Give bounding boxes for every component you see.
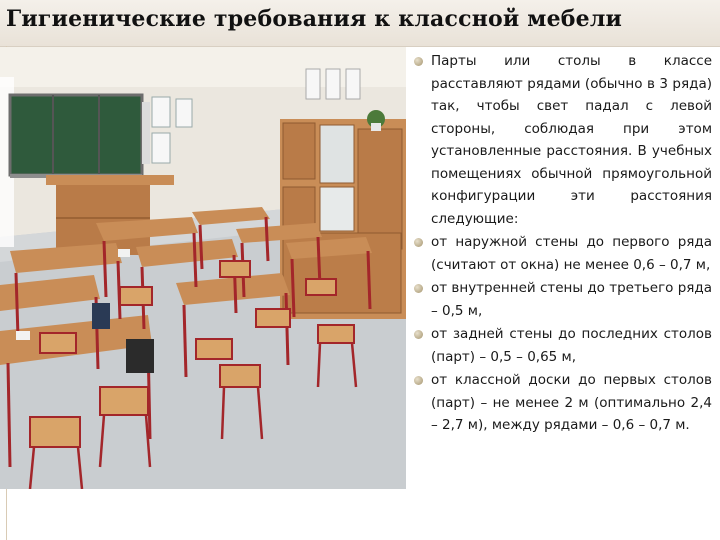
bullet-text: от наружной стены до первого ряда (считают от окна) не менее 0,6 – 0,7 м,: [431, 234, 712, 273]
bullet-text: от внутренней стены до третьего ряда – 0,5 м,: [431, 280, 713, 319]
classroom-photo: [0, 47, 406, 489]
bullet-content: [414, 50, 712, 438]
bullet-item: [414, 231, 712, 276]
bullet-icon: [414, 330, 423, 339]
bullet-text: от задней стены до последних столов (парт) – 0,5 – 0,65 м,: [431, 326, 712, 365]
title-bar: [0, 0, 720, 47]
slide-title: Гигиенические требования к классной мебели: [6, 6, 623, 32]
bullet-text: от классной доски до первых столов (парт) – не менее 2 м (оптимально 2,4 – 2,7 м), между рядами – 0,6 – 0,7 м.: [431, 372, 712, 433]
bullet-text: Парты или столы в классе расставляют рядами (обычно в 3 ряда) так, чтобы свет падал с левой стороны, соблюдая при этом установленные расстояния. В учебных помещениях обычной прямоугольной конфигурации эти расстояния следующие:: [431, 53, 712, 227]
bullet-item: [414, 369, 712, 437]
bullet-icon: [414, 284, 423, 293]
bullet-list: [414, 50, 712, 437]
bullet-item: [414, 277, 712, 322]
bullet-icon: [414, 57, 423, 66]
bullet-item: [414, 323, 712, 368]
bullet-item: [414, 50, 712, 230]
bullet-icon: [414, 238, 423, 247]
bullet-icon: [414, 376, 423, 385]
